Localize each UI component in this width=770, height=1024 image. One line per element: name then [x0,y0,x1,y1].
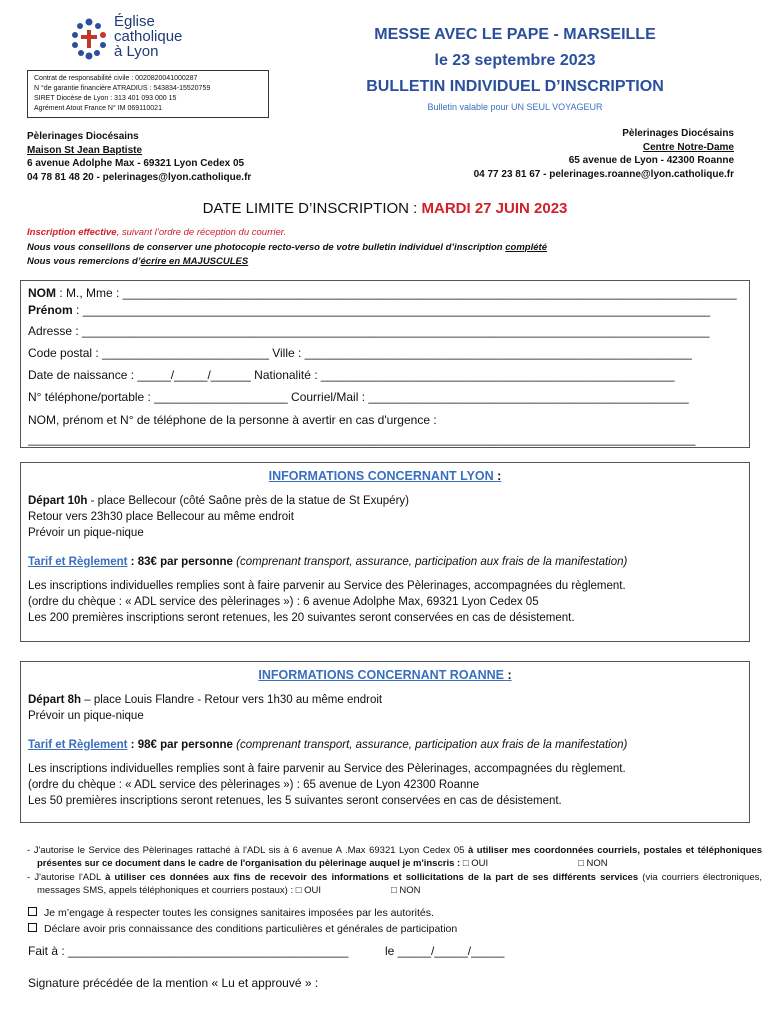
lyon-title-colon: : [497,469,502,483]
notes [27,226,747,270]
roanne-title [28,668,742,682]
legal-line: Contrat de responsabilité civile : 0020820041000287 [34,75,198,82]
consent-1-text: J'autorise le Service des Pèlerinages rattaché à l'ADL sis à 6 avenue A .Max 69321 Lyon Cedex 05 [33,845,468,856]
addr-house: Maison St Jean Baptiste [27,144,143,156]
roanne-depart-place: – place Louis Flandre - Retour vers 1h30 au même endroit [81,694,383,706]
check-conditions[interactable] [28,922,457,936]
signature-label: Signature précédée de la mention « Lu et approuvé » : [28,976,319,990]
logo-line3: à Lyon [114,43,159,60]
field-nom-line: : M., Mme : ____________________________________________________________________________________________ [56,286,737,300]
note-effective-rest: , suivant l’ordre de réception du courrier. [116,227,287,238]
logo [68,14,248,62]
lyon-title [28,469,742,483]
roanne-tarif [28,737,742,753]
field-code-postal-ville[interactable]: Code postal : _________________________ Ville : __________________________________________________________ [28,346,692,360]
lyon-tarif-details: (comprenant transport, assurance, participation aux frais de la manifestation) [236,556,628,568]
consent-1-oui-checkbox[interactable]: □ OUI [462,857,489,869]
roanne-title-colon: : [507,668,512,682]
consent-2: - J'autorise l'ADL à utiliser ces données aux fins de recevoir des informations et sollicitations de la part de ses différents services (via courriers électroniques, messages SMS, appels téléphoniques et courriers postaux) : □ OUI □ NON [27,872,763,896]
lyon-depart [28,493,742,509]
roanne-info-box [20,661,750,823]
deadline-label: DATE LIMITE D’INSCRIPTION : [202,200,422,217]
address-roanne [400,127,734,181]
diocese-logo-icon [68,16,110,60]
deadline [0,200,770,217]
legal-line: N °de garantie financière ATRADIUS : 543834-15520759 [34,85,211,92]
roanne-p2: (ordre du chèque : « ADL service des pèlerinages ») : 65 avenue de Lyon 42300 Roanne [28,779,480,791]
field-date-signature[interactable]: le _____/_____/_____ [385,944,505,958]
check-sanitaire-label: Je m’engage à respecter toutes les consignes sanitaires imposées par les autorités. [44,907,434,919]
lyon-depart-place: - place Bellecour (côté Saône près de la statue de St Exupéry) [87,495,409,507]
roanne-depart [28,692,742,708]
addr-street: 6 avenue Adolphe Max - 69321 Lyon Cedex 05 [27,158,245,169]
consent-1-oui-label: OUI [471,857,489,869]
note-caps [27,255,747,270]
roanne-p3: Les 50 premières inscriptions seront retenues, les 5 suivantes seront conservées en cas de désistement. [28,795,562,807]
field-prenom[interactable] [28,301,742,320]
consent-2-oui-checkbox[interactable]: □ OUI [295,884,322,896]
roanne-title-text: INFORMATIONS CONCERNANT ROANNE [258,668,508,682]
field-urgence-label: NOM, prénom et N° de téléphone de la personne à avertir en cas d'urgence : [28,413,437,427]
addr-org: Pèlerinages Diocésains [622,128,734,139]
lyon-info-box [20,462,750,642]
addr-street: 65 avenue de Lyon - 42300 Roanne [568,155,734,166]
field-prenom-line: : ______________________________________________________________________________________________ [72,303,711,317]
page-title: MESSE AVEC LE PAPE - MARSEILLE [374,26,656,43]
legal-info-box [27,70,269,118]
field-naissance-nationalite[interactable]: Date de naissance : _____/_____/______ Nationalité : _____________________________________________________ [28,368,675,382]
note-effective-strong: Inscription effective [27,227,117,238]
field-adresse[interactable]: Adresse : ______________________________________________________________________________________________ [28,324,710,338]
consent-2-non-checkbox[interactable]: □ NON [391,884,421,896]
consent-2-bold: à utiliser ces données aux fins de recevoir des informations et sollicitations de la part de ses différents services [105,872,639,883]
consent-2-text: J'autorise l'ADL [34,872,106,883]
field-prenom-label: Prénom [28,303,73,317]
roanne-p1: Les inscriptions individuelles remplies sont à faire parvenir au Service des Pèlerinages, accompagnées du règlement. [28,763,626,775]
checkbox-icon[interactable] [28,907,37,916]
note-effective [27,226,747,241]
note-copy-text: Nous vous conseillons de conserver une photocopie recto-verso de votre bulletin individuel d’inscription [27,241,506,253]
check-conditions-label: Déclare avoir pris connaissance des conditions particulières et générales de participation [44,923,458,935]
logo-line2: catholique [114,28,183,45]
addr-contact: 04 77 23 81 67 - pelerinages.roanne@lyon.catholique.fr [473,168,734,180]
address-lyon [27,130,357,184]
lyon-p1: Les inscriptions individuelles remplies sont à faire parvenir au Service des Pèlerinages, accompagnées du règlement. [28,580,626,592]
roanne-prevoir: Prévoir un pique-nique [28,710,144,722]
roanne-tarif-details: (comprenant transport, assurance, participation aux frais de la manifestation) [236,739,628,751]
lyon-p3: Les 200 premières inscriptions seront retenues, les 20 suivantes seront conservées en cas de désistement. [28,612,575,624]
roanne-tarif-price: : 98€ par personne [127,739,237,751]
checkbox-icon[interactable] [28,923,37,932]
logo-line1: Église [114,13,155,30]
lyon-tarif-price: : 83€ par personne [127,556,237,568]
addr-contact: 04 78 81 48 20 - pelerinages@lyon.catholique.fr [27,171,252,183]
roanne-depart-time: Départ 8h [28,694,82,706]
bulletin-subtitle: Bulletin valable pour UN SEUL VOYAGEUR [427,102,603,112]
field-urgence-line[interactable]: ____________________________________________________________________________________________________ [28,432,696,446]
lyon-p2: (ordre du chèque : « ADL service des pèlerinages ») : 6 avenue Adolphe Max, 69321 Lyon Cedex 05 [28,596,539,608]
consent-1: - J'autorise le Service des Pèlerinages rattaché à l'ADL sis à 6 avenue A .Max 69321 Lyon Cedex 05 à utiliser mes coordonnées courriels, postales et téléphoniques présentes sur ce document dans le cadre de l'organisation du pèlerinage auquel je m'inscris : □ OUI □ NON [27,845,762,869]
event-date: le 23 septembre 2023 [434,52,596,69]
registration-form [20,280,750,448]
addr-house: Centre Notre-Dame [642,141,734,153]
note-copy-underlined: complété [505,241,547,253]
note-copy [27,241,747,256]
lyon-retour: Retour vers 23h30 place Bellecour au même endroit [28,511,294,523]
bulletin-title: BULLETIN INDIVIDUEL D’INSCRIPTION [366,78,664,95]
roanne-tarif-label: Tarif et Règlement [28,739,128,751]
note-caps-text: Nous vous remercions d’ [27,256,141,267]
lyon-prevoir: Prévoir un pique-nique [28,527,144,539]
field-nom-label: NOM [28,286,56,300]
lyon-depart-time: Départ 10h [28,495,88,507]
addr-org: Pèlerinages Diocésains [27,131,139,142]
legal-line: Agrément Atout France N° IM 069110021 [34,105,162,112]
consent-2-oui-label: OUI [304,884,322,896]
deadline-date: MARDI 27 JUIN 2023 [421,200,568,217]
field-fait-a[interactable]: Fait à : __________________________________________ [28,944,349,958]
consent-1-non-label: NON [586,857,608,869]
consent-1-bold: à utiliser mes coordonnées courriels, postales et téléphoniques présentes sur ce document dans le cadre de l'organisation du pèlerinage auquel je m'inscris : [37,845,762,869]
consent-1-non-checkbox[interactable]: □ NON [578,857,608,869]
lyon-title-text: INFORMATIONS CONCERNANT LYON [268,469,498,483]
check-sanitaire[interactable] [28,906,434,920]
legal-line: SIRET Diocèse de Lyon : 313 401 093 000 15 [34,95,177,102]
lyon-tarif [28,554,742,570]
note-caps-underlined: écrire en MAJUSCULES [140,256,249,267]
lyon-tarif-label: Tarif et Règlement [28,556,128,568]
consent-2-non-label: NON [399,884,421,896]
consent-2-rest: (via courriers électroniques, messages SMS, appels téléphoniques et courriers postaux) : [37,872,763,896]
field-telephone-courriel[interactable]: N° téléphone/portable : ____________________ Courriel/Mail : ________________________________________________ [28,390,689,404]
